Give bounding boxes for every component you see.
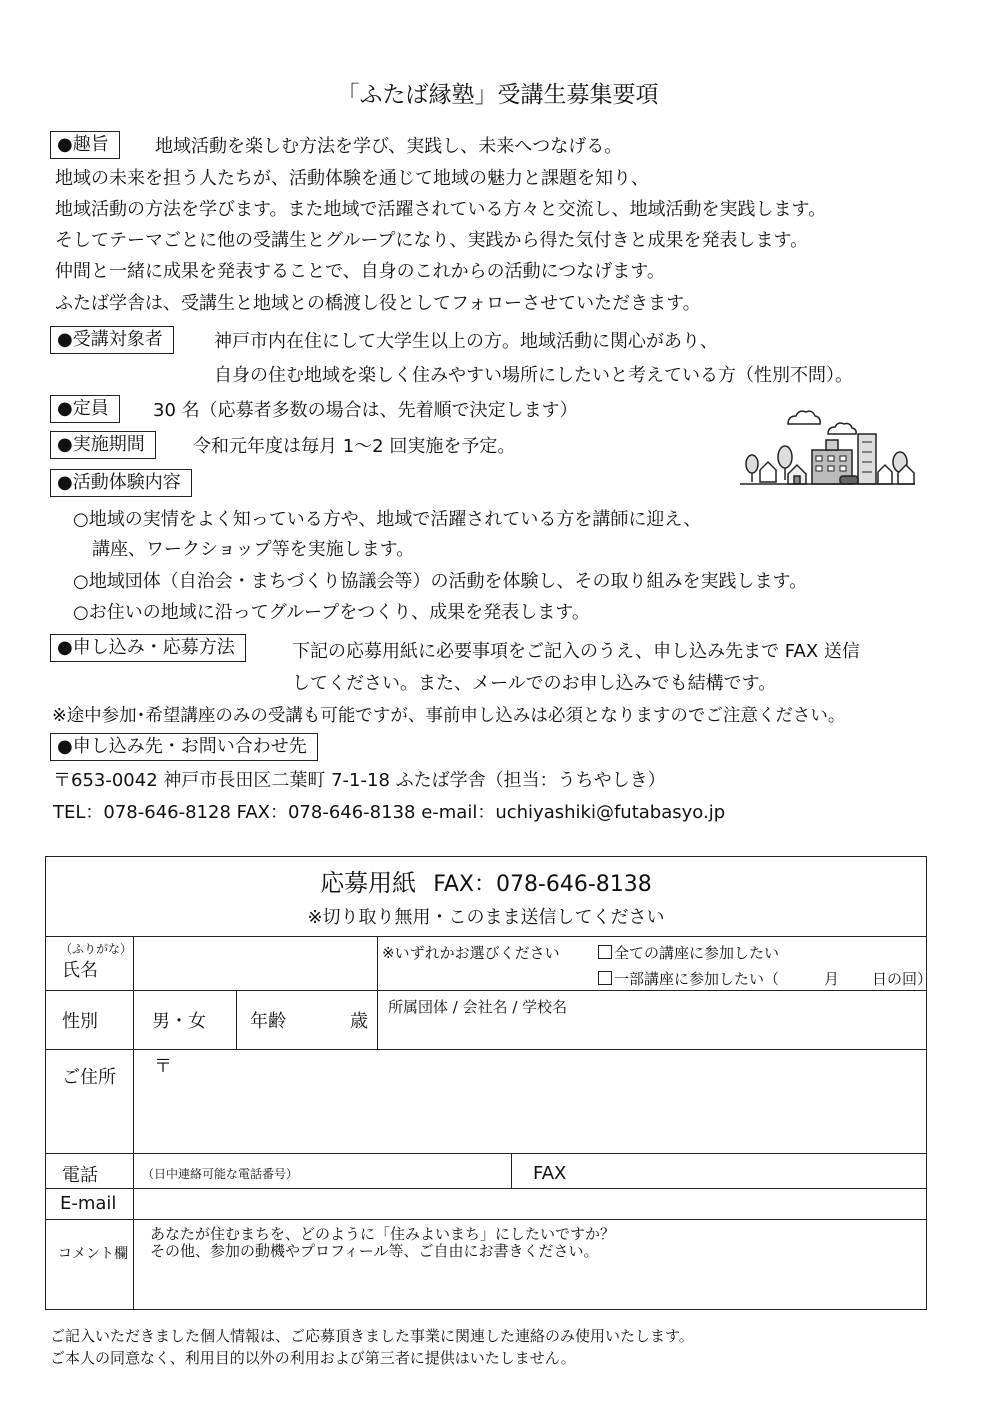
age-unit: 歳 bbox=[350, 1011, 368, 1032]
purpose-line-1: 地域の未来を担う人たちが、活動体験を通じて地域の魅力と課題を知り、 bbox=[55, 168, 649, 189]
target-label: ●受講対象者 bbox=[50, 326, 174, 354]
contact-phones: TEL：078-646-8128 FAX：078-646-8138 e-mail：uchiyashiki@futabasyo.jp bbox=[53, 802, 726, 823]
address-label: ご住所 bbox=[62, 1067, 116, 1088]
apply-note: ※途中参加･希望講座のみの受講も可能ですが、事前申し込みは必須となりますのでご注意ください。 bbox=[52, 706, 846, 726]
name-label: 氏名 bbox=[62, 960, 98, 981]
option-day-label: 日の回） bbox=[872, 970, 933, 988]
privacy-line-2: ご本人の同意なく、利用目的以外の利用および第三者に提供はいたしません。 bbox=[50, 1349, 576, 1367]
contact-address: 〒653-0042 神戸市長田区二葉町 7-1-18 ふたば学舎（担当：うちやしき） bbox=[53, 770, 666, 791]
gender-label: 性別 bbox=[62, 1011, 98, 1032]
gender-value[interactable]: 男・女 bbox=[152, 1011, 206, 1032]
apply-label: ●申し込み・応募方法 bbox=[50, 634, 246, 662]
activity-line-1: ○地域の実情をよく知っている方や、地域で活躍されている方を講師に迎え、 bbox=[73, 509, 702, 530]
application-form bbox=[45, 856, 933, 1310]
town-illustration-icon bbox=[740, 402, 915, 492]
comment-question-1: あなたが住むまちを、どのように「住みよいまち」にしたいですか？ bbox=[150, 1225, 616, 1243]
comment-field[interactable] bbox=[134, 1220, 926, 1309]
purpose-headline: 地域活動を楽しむ方法を学び、実践し、未来へつなげる。 bbox=[155, 136, 623, 157]
activity-line-3: ○地域団体（自治会・まちづくり協議会等）の活動を体験し、その取り組みを実践します。 bbox=[73, 571, 808, 592]
apply-line-2: してください。また、メールでのお申し込みでも結構です。 bbox=[292, 673, 777, 694]
option-all-checkbox[interactable] bbox=[598, 945, 612, 959]
purpose-line-4: 仲間と一緒に成果を発表することで、自身のこれからの活動につなげます。 bbox=[55, 261, 665, 282]
comment-label: コメント欄 bbox=[58, 1246, 128, 1262]
period-label: ●実施期間 bbox=[50, 431, 156, 459]
target-line-1: 神戸市内在住にして大学生以上の方。地域活動に関心があり、 bbox=[214, 331, 718, 352]
fax-label: FAX bbox=[533, 1163, 567, 1184]
purpose-line-3: そしてテーマごとに他の受講生とグループになり、実践から得た気付きと成果を発表します。 bbox=[55, 230, 809, 251]
option-part-checkbox[interactable] bbox=[598, 971, 612, 985]
option-part-label: 一部講座に参加したい（ bbox=[614, 970, 780, 988]
page-title: 「ふたば縁塾」受講生募集要項 bbox=[336, 82, 659, 108]
purpose-line-2: 地域活動の方法を学びます。また地域で活躍されている方々と交流し、地域活動を実践します。 bbox=[55, 199, 827, 220]
privacy-line-1: ご記入いただきました個人情報は、ご応募頂きました事業に関連した連絡のみ使用いたします。 bbox=[50, 1327, 694, 1345]
activity-line-2: 講座、ワークショップ等を実施します。 bbox=[92, 539, 415, 560]
address-field[interactable] bbox=[134, 1050, 926, 1153]
purpose-label: ●趣旨 bbox=[50, 131, 120, 159]
email-label: E-mail bbox=[60, 1193, 117, 1214]
phone-hint: （日中連絡可能な電話番号） bbox=[142, 1167, 299, 1181]
capacity-label: ●定員 bbox=[50, 395, 120, 423]
age-label: 年齢 bbox=[250, 1011, 286, 1032]
form-title: 応募用紙 bbox=[320, 869, 417, 897]
org-label: 所属団体 / 会社名 / 学校名 bbox=[388, 998, 568, 1016]
option-all-label: 全ての講座に参加したい bbox=[614, 944, 780, 962]
comment-question-2: その他、参加の動機やプロフィール等、ご自由にお書きください。 bbox=[150, 1242, 599, 1260]
phone-label: 電話 bbox=[62, 1165, 98, 1186]
activity-line-4: ○お住いの地域に沿ってグループをつくり、成果を発表します。 bbox=[73, 602, 590, 623]
purpose-line-5: ふたば学舎は、受講生と地域との橋渡し役としてフォローさせていただきます。 bbox=[55, 293, 701, 314]
furigana-label: （ふりがな） bbox=[60, 942, 133, 956]
org-field[interactable] bbox=[378, 1017, 926, 1049]
phone-field[interactable] bbox=[134, 1154, 511, 1188]
postal-mark: 〒 bbox=[154, 1056, 172, 1077]
fax-field[interactable] bbox=[512, 1154, 926, 1188]
choose-label: ※いずれかお選びください bbox=[382, 944, 560, 962]
email-field[interactable] bbox=[134, 1189, 926, 1219]
apply-line-1: 下記の応募用紙に必要事項をご記入のうえ、申し込み先まで FAX 送信 bbox=[292, 641, 860, 662]
option-month-label: 月 bbox=[824, 970, 840, 988]
period-text: 令和元年度は毎月 1～2 回実施を予定。 bbox=[193, 436, 516, 457]
form-subtitle: ※切り取り無用・このまま送信してください bbox=[307, 907, 665, 928]
contact-label: ●申し込み先・お問い合わせ先 bbox=[50, 733, 318, 761]
capacity-text: 30 名（応募者多数の場合は、先着順で決定します） bbox=[153, 400, 578, 421]
form-fax: FAX：078-646-8138 bbox=[433, 872, 652, 897]
activities-label: ●活動体験内容 bbox=[50, 469, 192, 497]
target-line-2: 自身の住む地域を楽しく住みやすい場所にしたいと考えている方（性別不問）。 bbox=[214, 365, 853, 386]
name-field[interactable] bbox=[134, 937, 377, 990]
